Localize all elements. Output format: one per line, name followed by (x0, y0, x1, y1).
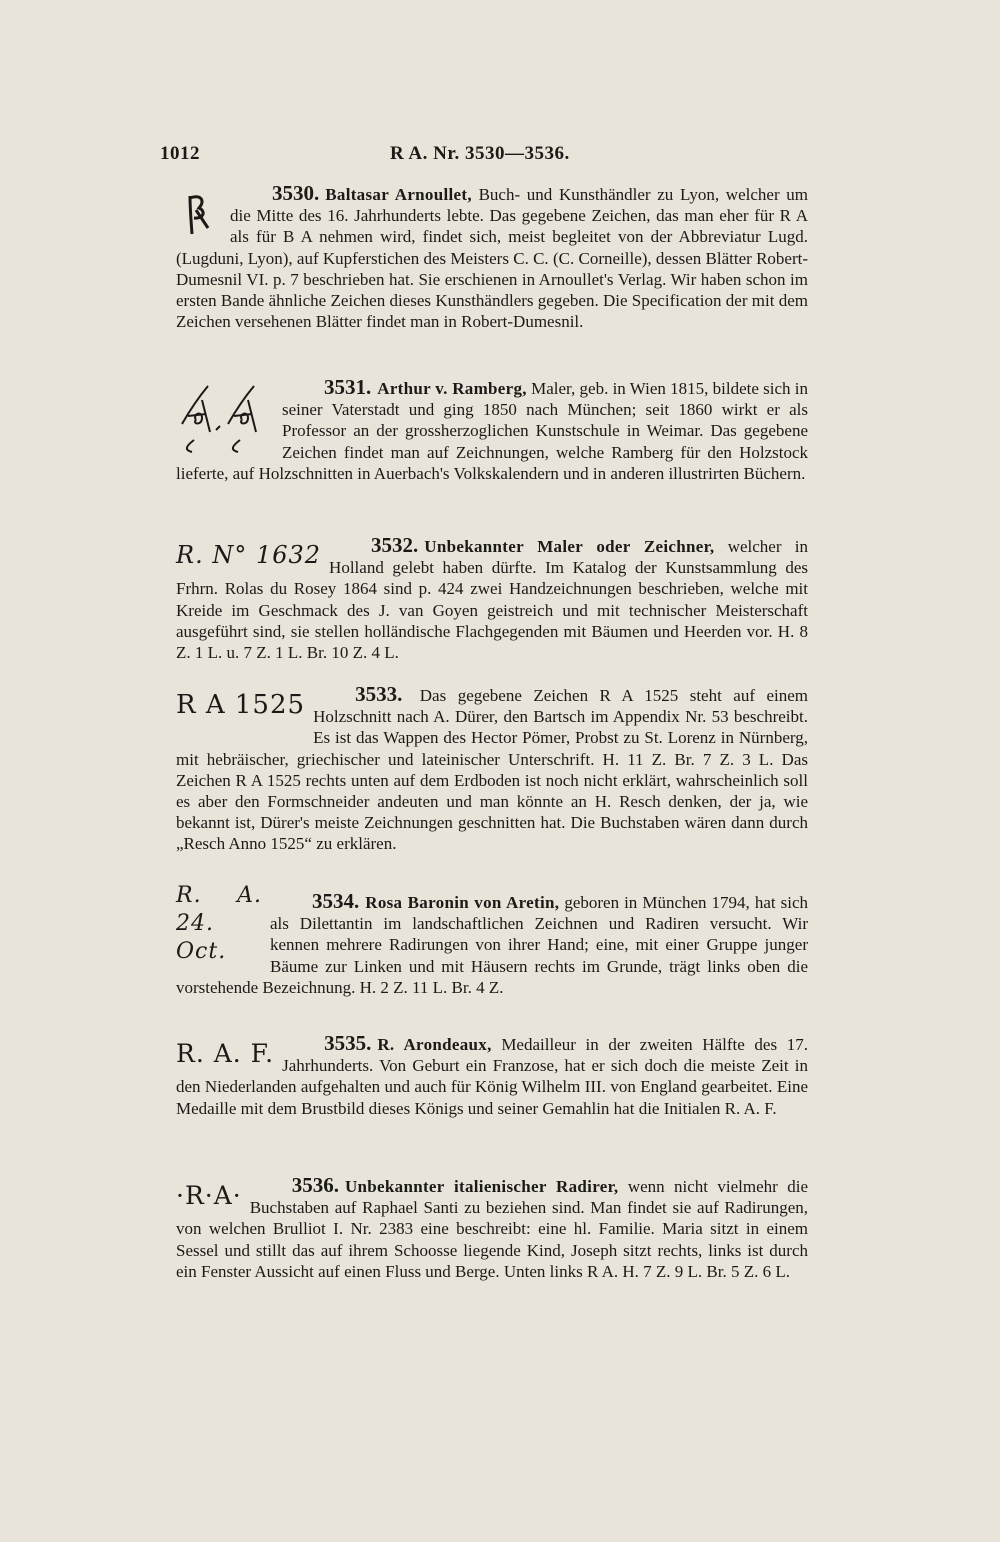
entry-3535 (176, 1033, 808, 1119)
monogram-rn-mark (176, 537, 321, 575)
monogram-ra1525-mark (176, 686, 305, 726)
entry-number: 3534. (312, 889, 360, 913)
monogram-ar-mark (176, 379, 274, 457)
entry-name: Rosa Baronin von Aretin, (365, 893, 560, 912)
entry-number: 3533. (355, 682, 403, 706)
entry-3531 (176, 377, 808, 484)
entry-text: Medailleur in der zweiten Hälfte des 17. Jahrhunderts. Von Geburt ein Franzose, hat er sich doch die meiste Zeit in den Niederlanden aufgehalten und auch für König Wilhelm III. von England gearbeitet. Eine Medaille mit dem Brustbild dieses Königs und seiner Gemahlin hat die Initialen R. A. F. (176, 1035, 808, 1118)
mark-text: R. N° 1632 (176, 541, 322, 570)
entry-3532 (176, 535, 808, 663)
entry-text: Das gegebene Zeichen R A 1525 steht auf einem Holzschnitt nach A. Dürer, den Bartsch im Appendix Nr. 53 beschreibt. Es ist das Wappen des Hector Pömer, Probst zu St. Lorenz in Nürnberg, mit hebräischer, griechischer und lateinischer Unterschrift. H. 11 Z. Br. 7 Z. 3 L. Das Zeichen R A 1525 rechts unten auf dem Erdboden ist noch nicht erklärt, wahrscheinlich soll es aber den Formschneider andeuten und man könnte an H. Resch denken, der ja, wie bekannt ist, Dürer's meiste Zeichnungen geschnitten hat. Die Buchstaben wären dann durch „Resch Anno 1525“ zu erklären. (176, 686, 808, 854)
entry-number: 3531. (324, 375, 372, 399)
monogram-raf-mark (176, 1035, 274, 1073)
entry-name: Unbekannter Maler oder Zeichner, (424, 537, 715, 556)
entry-text: wenn nicht vielmehr die Buchstaben auf Raphael Santi zu beziehen sind. Man findet sie auf Radirungen, von welchen Brulliot I. Nr. 2383 eine beschreibt: eine hl. Familie. Maria sitzt in einem Sessel und stillt das auf ihrem Schoosse liegende Kind, Joseph sitzt rechts, links ist durch ein Fenster Aussicht auf einen Fluss und Berge. Unten links R A. H. 7 Z. 9 L. Br. 5 Z. 6 L. (176, 1177, 808, 1281)
entry-text: welcher in Holland gelebt haben dürfte. Im Katalog der Kunstsammlung des Frhrn. Rolas du Rosey 1864 sind p. 424 zwei Handzeichnungen beschrieben, welche mit Kreide im Geschmack des J. van Goyen geistreich und mit technischer Meisterschaft ausgeführt sind, sie stellen holländische Flachgegenden mit Bäumen und Heerden vor. H. 8 Z. 1 L. u. 7 Z. 1 L. Br. 10 Z. 4 L. (176, 537, 808, 663)
mark-text: R. A. F. (176, 1039, 275, 1069)
entry-number: 3530. (272, 181, 320, 205)
entry-3533 (176, 684, 808, 855)
monogram-ra-dots-mark (176, 1177, 242, 1215)
entry-name: Unbekannter italienischer Radirer, (344, 1177, 619, 1196)
entry-3530 (176, 183, 808, 332)
entry-3536 (176, 1175, 808, 1282)
entry-name: Arthur v. Ramberg, (377, 379, 527, 398)
mark-text: ·R·A· (176, 1181, 242, 1211)
page-number: 1012 (160, 143, 200, 164)
entry-name: Baltasar Arnoullet, (325, 185, 472, 204)
mark-text: R. A. 24. Oct. (176, 883, 262, 964)
entry-text: Buch- und Kunsthändler zu Lyon, welcher um die Mitte des 16. Jahrhunderts lebte. Das gegebene Zeichen, das man eher für R A als für B A nehmen wird, findet sich, meist begleitet von der Abbreviatur Lugd. (Lugduni, Lyon), auf Kupferstichen des Meisters C. C. (C. Corneille), dessen Blätter Robert-Dumesnil VI. p. 7 beschrieben hat. Sie erschienen in Arnoullet's Verlag. Wir haben schon im ersten Bande ähnliche Zeichen dieses Kunsthändlers gegeben. Die Specification der mit dem Zeichen versehenen Blätter findet man in Robert-Dumesnil. (176, 185, 808, 332)
entry-text: geboren in München 1794, hat sich als Dilettantin im landschaftlichen Zeichnen und Radiren versucht. Wir kennen mehrere Radirungen von ihrer Hand; eine, mit einer Gruppe junger Bäume zur Linken und mit Häusern rechts im Grunde, trägt links oben die vorstehende Bezeichnung. H. 2 Z. 11 L. Br. 4 Z. (176, 893, 809, 997)
entry-number: 3532. (371, 533, 419, 557)
running-title: R A. Nr. 3530—3536. (390, 143, 570, 164)
mark-text: R A 1525 (176, 690, 306, 721)
entry-number: 3536. (291, 1173, 339, 1197)
entry-3534 (176, 883, 809, 998)
monogram-ba-mark (182, 185, 222, 243)
entry-text: Maler, geb. in Wien 1815, bildete sich in seiner Vaterstadt und ging 1850 nach München; seit 1860 wirkt er als Professor an der grossherzoglichen Kunstschule in Weimar. Das gegebene Zeichen findet man auf Zeichnungen, welche Ramberg für den Holzstock lieferte, auf Holzschnitten in Auerbach's Volkskalendern und in anderen illustrirten Büchern. (176, 379, 809, 483)
entry-number: 3535. (324, 1031, 372, 1055)
entry-name: R. Arondeaux, (377, 1035, 492, 1054)
monogram-ra24-mark (176, 883, 262, 964)
